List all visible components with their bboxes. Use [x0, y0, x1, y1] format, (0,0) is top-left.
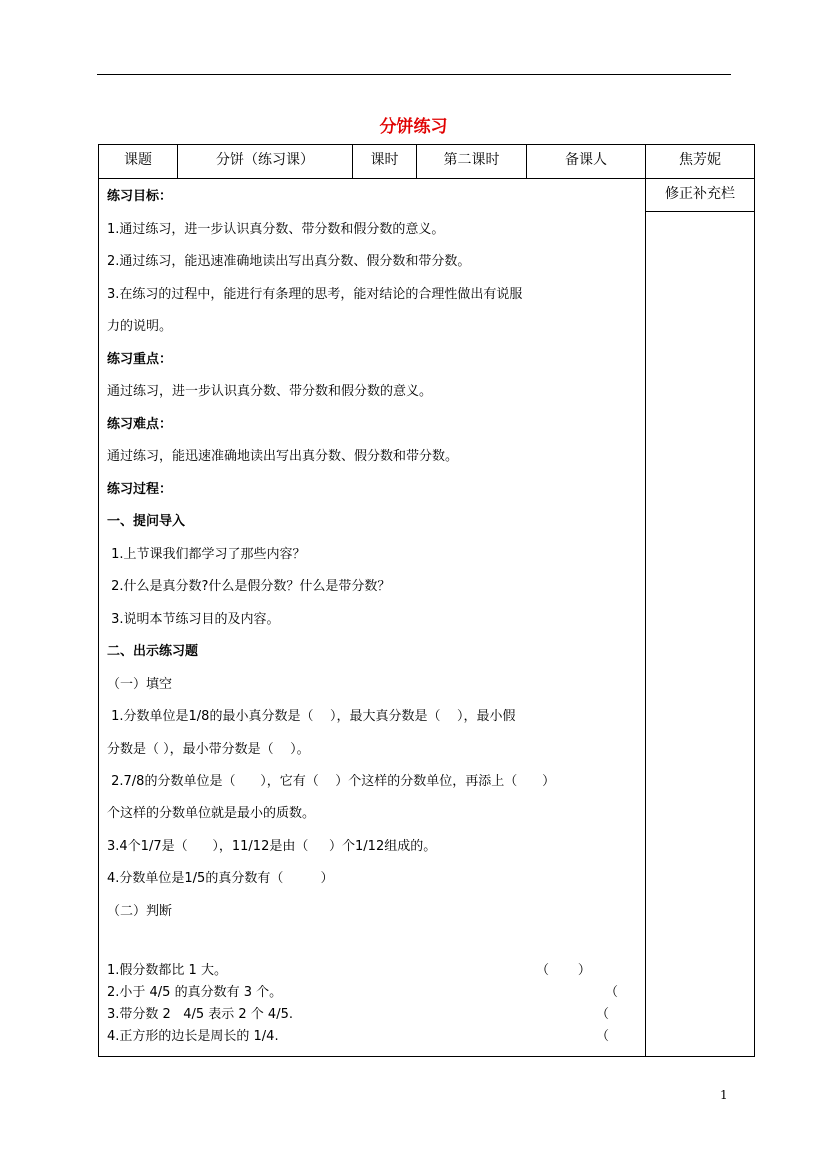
- content-line: 1.通过练习，进一步认识真分数、带分数和假分数的意义。: [107, 222, 445, 237]
- header-cell-topic-value: 分饼（练习课）: [178, 145, 353, 178]
- judgment-answer-paren: （: [605, 985, 619, 1000]
- header-cell-preparer-value: 焦芳妮: [679, 152, 721, 168]
- judgment-answer-paren: （: [596, 1029, 610, 1044]
- content-line: 1.上节课我们都学习了那些内容？: [107, 547, 306, 562]
- judgment-item: 1.假分数都比 1 大。: [107, 963, 227, 978]
- header-cell-preparer-label: 备课人: [527, 145, 646, 178]
- content-line: 通过练习，能迅速准确地读出写出真分数、假分数和带分数。: [107, 449, 459, 464]
- content-line: 4.分数单位是1/5的真分数有（ ）: [107, 871, 334, 886]
- content-line: 一、提问导入: [107, 514, 186, 529]
- header-rule: [97, 74, 731, 75]
- content-line: 3.在练习的过程中，能进行有条理的思考，能对结论的合理性做出有说服: [107, 287, 523, 302]
- content-line: 二、出示练习题: [107, 644, 199, 659]
- content-line: （二）判断: [107, 904, 173, 919]
- judgment-answer-paren: （ ）: [536, 963, 591, 978]
- document-title: 分饼练习: [379, 117, 448, 137]
- page-number: 1: [720, 1088, 728, 1102]
- header-cell-period-value: 第二课时: [417, 145, 527, 178]
- content-line: 力的说明。: [107, 319, 173, 334]
- column-divider: [645, 178, 646, 1056]
- header-cell-period-label: 课时: [353, 145, 417, 178]
- judgment-item: 2.小于 4/5 的真分数有 3 个。: [107, 985, 283, 1000]
- judgment-answer-paren: （: [596, 1007, 610, 1022]
- content-line: 分数是（ ），最小带分数是（ ）。: [107, 742, 310, 757]
- content-line: 3.4个1/7是（ ），11/12是由（ ）个1/12组成的。: [107, 839, 437, 854]
- lesson-plan-table: [98, 144, 755, 1057]
- content-line: 1.分数单位是1/8的最小真分数是（ ），最大真分数是（ ），最小假: [107, 709, 516, 724]
- content-line: 3.说明本节练习目的及内容。: [107, 612, 280, 627]
- content-line: 通过练习，进一步认识真分数、带分数和假分数的意义。: [107, 384, 433, 399]
- content-line: （一）填空: [107, 677, 173, 692]
- content-line: 练习难点：: [107, 417, 173, 432]
- content-line: 个这样的分数单位就是最小的质数。: [107, 806, 316, 821]
- content-line: 练习目标：: [107, 189, 173, 204]
- content-line: 2.7/8的分数单位是（ ），它有（ ）个这样的分数单位，再添上（ ）: [107, 774, 556, 789]
- content-line: 2.什么是真分数?什么是假分数？什么是带分数？: [107, 579, 391, 594]
- table-header-row: [99, 145, 754, 179]
- judgment-item: 3.带分数 2 4/5 表示 2 个 4/5.: [107, 1007, 293, 1022]
- content-line: 练习重点：: [107, 352, 173, 367]
- revision-column-label: 修正补充栏: [646, 179, 754, 212]
- judgment-item: 4.正方形的边长是周长的 1/4.: [107, 1029, 279, 1044]
- header-cell-topic-label: 课题: [99, 145, 178, 178]
- content-line: 2.通过练习，能迅速准确地读出写出真分数、假分数和带分数。: [107, 254, 471, 269]
- content-line: 练习过程：: [107, 482, 173, 497]
